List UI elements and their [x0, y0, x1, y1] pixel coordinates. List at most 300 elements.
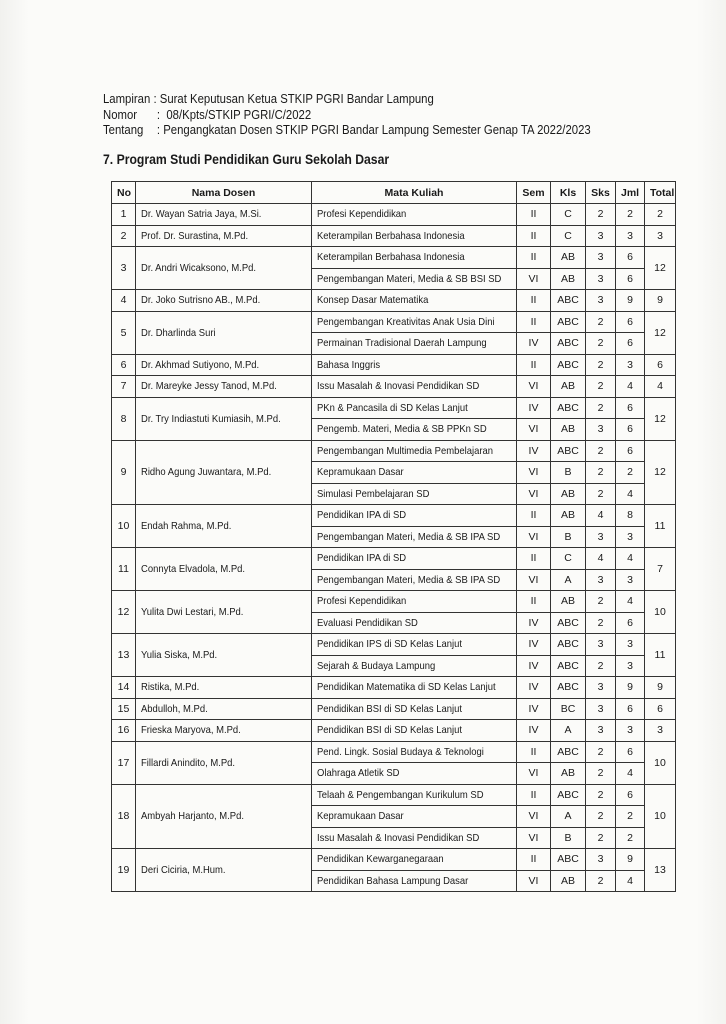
semester-cell-text: II	[530, 315, 537, 328]
class-cell-text: BC	[560, 702, 576, 715]
total-cell-text: 9	[657, 294, 663, 307]
course-name-cell-text: Permainan Tradisional Daerah Lampung	[317, 337, 487, 350]
lecturer-name-cell-text: Deri Ciciria, M.Hum.	[141, 864, 226, 876]
course-name-cell	[312, 311, 517, 333]
total-cell-text: 12	[654, 262, 666, 274]
jml-cell	[616, 419, 645, 441]
semester-cell	[517, 784, 551, 806]
class-cell	[551, 763, 586, 785]
semester-cell	[517, 397, 551, 419]
lecturer-schedule-table	[111, 181, 676, 892]
sks-cell-text: 3	[597, 229, 604, 242]
semester-cell	[517, 548, 551, 570]
sks-cell-text: 3	[597, 681, 604, 694]
semester-cell	[517, 655, 551, 677]
row-number-cell-text: 12	[117, 606, 130, 618]
sks-cell-text: 2	[597, 380, 604, 393]
total-cell-text: 11	[654, 520, 666, 532]
table-row	[112, 397, 676, 419]
course-name-cell	[312, 526, 517, 548]
course-name-cell-text: Kepramukaan Dasar	[317, 466, 404, 479]
table-row	[112, 311, 676, 333]
jml-cell	[616, 548, 645, 570]
jml-cell-text: 6	[627, 788, 633, 801]
class-cell-text: A	[564, 573, 572, 586]
lecturer-name-cell	[136, 634, 312, 677]
class-cell-text: AB	[560, 487, 575, 500]
jml-cell-text: 3	[627, 659, 633, 672]
class-cell	[551, 311, 586, 333]
tentang-row	[103, 122, 591, 138]
class-cell-text: C	[564, 552, 572, 565]
semester-cell-text: VI	[528, 423, 539, 436]
total-cell	[645, 505, 676, 548]
sks-cell	[586, 247, 616, 269]
lecturer-name-cell	[136, 247, 312, 290]
lecturer-name-cell	[136, 290, 312, 312]
sks-cell	[586, 204, 616, 226]
jml-cell	[616, 462, 645, 484]
semester-cell-text: II	[530, 509, 537, 522]
lecturer-name-cell-text: Dr. Andri Wicaksono, M.Pd.	[141, 262, 257, 274]
semester-cell-text: II	[530, 745, 537, 758]
row-number-cell	[112, 784, 136, 849]
semester-cell	[517, 741, 551, 763]
course-name-cell-text: Pengembangan Kreativitas Anak Usia Dini	[317, 315, 495, 328]
class-cell-text: ABC	[557, 788, 579, 801]
semester-cell-text: VI	[528, 466, 539, 479]
course-name-cell-text: Pendidikan IPA di SD	[317, 552, 407, 565]
jml-cell-text: 6	[627, 616, 633, 629]
lecturer-name-cell-text: Yulia Siska, M.Pd.	[141, 649, 218, 661]
sks-cell-text: 3	[597, 530, 604, 543]
semester-cell-text: VI	[528, 272, 539, 285]
lampiran-label: Lampiran	[103, 91, 151, 106]
jml-cell-text: 4	[627, 595, 633, 608]
column-header-kls: Kls	[551, 182, 586, 204]
lecturer-name-cell	[136, 204, 312, 226]
semester-cell	[517, 462, 551, 484]
row-number-cell-text: 19	[117, 864, 130, 876]
class-cell-text: AB	[560, 767, 575, 780]
total-cell-text: 12	[654, 466, 666, 479]
row-number-cell	[112, 290, 136, 312]
course-name-cell	[312, 548, 517, 570]
class-cell-text: ABC	[557, 681, 579, 694]
sks-cell-text: 3	[597, 638, 604, 651]
class-cell-text: ABC	[557, 745, 579, 758]
lecturer-name-cell	[136, 311, 312, 354]
jml-cell-text: 6	[627, 401, 633, 414]
total-cell	[645, 440, 676, 505]
lecturer-name-cell-text: Frieska Maryova, M.Pd.	[141, 724, 241, 737]
sks-cell-text: 4	[597, 552, 604, 565]
semester-cell-text: IV	[528, 638, 539, 651]
jml-cell	[616, 354, 645, 376]
semester-cell	[517, 763, 551, 785]
course-name-cell-text: Pend. Lingk. Sosial Budaya & Teknologi	[317, 745, 484, 758]
lecturer-name-cell-text: Dr. Dharlinda Suri	[141, 326, 216, 339]
course-name-cell	[312, 763, 517, 785]
row-number-cell-text: 14	[117, 681, 130, 694]
jml-cell	[616, 526, 645, 548]
class-cell	[551, 849, 586, 871]
jml-cell	[616, 806, 645, 828]
total-cell	[645, 741, 676, 784]
semester-cell	[517, 483, 551, 505]
row-number-cell-text: 17	[117, 756, 130, 769]
total-cell	[645, 225, 676, 247]
course-name-cell	[312, 720, 517, 742]
tentang-label: Tentang	[103, 122, 144, 137]
semester-cell-text: II	[530, 788, 537, 801]
jml-cell-text: 9	[627, 681, 633, 694]
semester-cell-text: II	[530, 208, 537, 221]
class-cell	[551, 290, 586, 312]
semester-cell	[517, 677, 551, 699]
sks-cell	[586, 397, 616, 419]
jml-cell-text: 9	[627, 294, 633, 307]
lecturer-name-cell-text: Connyta Elvadola, M.Pd.	[141, 563, 246, 575]
jml-cell-text: 6	[627, 702, 633, 715]
course-name-cell	[312, 440, 517, 462]
class-cell	[551, 698, 586, 720]
sks-cell	[586, 698, 616, 720]
class-cell-text: C	[564, 229, 572, 242]
class-cell	[551, 354, 586, 376]
sks-cell	[586, 870, 616, 892]
course-name-cell-text: Profesi Kependidikan	[317, 208, 407, 221]
total-cell-text: 10	[654, 756, 666, 769]
sks-cell	[586, 569, 616, 591]
jml-cell-text: 6	[627, 745, 633, 758]
column-header-total: Total	[645, 182, 676, 204]
semester-cell	[517, 204, 551, 226]
total-cell-text: 9	[657, 681, 663, 694]
row-number-cell	[112, 591, 136, 634]
jml-cell-text: 3	[627, 530, 633, 543]
sks-cell-text: 3	[597, 294, 604, 307]
jml-cell	[616, 397, 645, 419]
jml-cell-text: 4	[627, 380, 633, 393]
semester-cell-text: VI	[528, 767, 539, 780]
class-cell	[551, 526, 586, 548]
class-cell	[551, 827, 586, 849]
jml-cell-text: 4	[627, 767, 633, 780]
sks-cell	[586, 827, 616, 849]
row-number-cell	[112, 505, 136, 548]
jml-cell	[616, 698, 645, 720]
course-name-cell	[312, 677, 517, 699]
total-cell	[645, 591, 676, 634]
lecturer-name-cell	[136, 354, 312, 376]
total-cell	[645, 376, 676, 398]
lecturer-name-cell	[136, 849, 312, 892]
column-header-nama-dosen: Nama Dosen	[136, 182, 312, 204]
row-number-cell	[112, 397, 136, 440]
course-name-cell-text: Keterampilan Berbahasa Indonesia	[317, 229, 465, 242]
class-cell	[551, 419, 586, 441]
sks-cell	[586, 849, 616, 871]
jml-cell-text: 6	[627, 272, 633, 285]
course-name-cell	[312, 268, 517, 290]
jml-cell	[616, 440, 645, 462]
jml-cell-text: 2	[627, 208, 633, 221]
jml-cell-text: 2	[627, 831, 633, 844]
total-cell	[645, 698, 676, 720]
row-number-cell	[112, 634, 136, 677]
sks-cell-text: 2	[597, 659, 604, 672]
jml-cell	[616, 655, 645, 677]
jml-cell-text: 4	[627, 874, 633, 887]
lecturer-name-cell	[136, 720, 312, 742]
total-cell	[645, 204, 676, 226]
semester-cell-text: VI	[528, 487, 539, 500]
jml-cell	[616, 677, 645, 699]
row-number-cell-text: 7	[120, 380, 127, 393]
jml-cell-text: 9	[627, 853, 633, 866]
semester-cell-text: II	[530, 229, 537, 242]
total-cell-text: 12	[654, 412, 666, 425]
jml-cell-text: 8	[627, 509, 633, 522]
semester-cell-text: IV	[528, 702, 539, 715]
table-row	[112, 784, 676, 806]
jml-cell	[616, 333, 645, 355]
semester-cell-text: VI	[528, 573, 539, 586]
class-cell-text: A	[564, 724, 572, 737]
course-name-cell-text: Pengembangan Materi, Media & SB IPA SD	[317, 530, 501, 543]
semester-cell-text: VI	[528, 380, 539, 393]
course-name-cell	[312, 397, 517, 419]
row-number-cell-text: 8	[120, 412, 127, 425]
course-name-cell-text: Pengembangan Materi, Media & SB IPA SD	[317, 573, 501, 586]
lecturer-name-cell	[136, 225, 312, 247]
semester-cell	[517, 526, 551, 548]
course-name-cell-text: Pendidikan BSI di SD Kelas Lanjut	[317, 724, 462, 737]
lecturer-name-cell	[136, 677, 312, 699]
lecturer-name-cell	[136, 784, 312, 849]
class-cell	[551, 655, 586, 677]
jml-cell	[616, 569, 645, 591]
row-number-cell	[112, 204, 136, 226]
table-row	[112, 591, 676, 613]
class-cell	[551, 806, 586, 828]
semester-cell	[517, 376, 551, 398]
column-header-mata-kuliah: Mata Kuliah	[312, 182, 517, 204]
semester-cell	[517, 225, 551, 247]
semester-cell-text: II	[530, 552, 537, 565]
class-cell-text: AB	[560, 272, 575, 285]
column-header-jml: Jml	[616, 182, 645, 204]
semester-cell-text: II	[530, 853, 537, 866]
lampiran-row	[103, 91, 591, 107]
course-name-cell-text: Evaluasi Pendidikan SD	[317, 616, 418, 629]
total-cell	[645, 720, 676, 742]
table-row	[112, 720, 676, 742]
course-name-cell	[312, 225, 517, 247]
table-row	[112, 440, 676, 462]
total-cell	[645, 784, 676, 849]
jml-cell	[616, 741, 645, 763]
class-cell	[551, 376, 586, 398]
row-number-cell-text: 9	[120, 466, 127, 479]
semester-cell-text: IV	[528, 681, 539, 694]
total-cell	[645, 354, 676, 376]
column-header-no: No	[112, 182, 136, 204]
course-name-cell	[312, 204, 517, 226]
table-row	[112, 741, 676, 763]
sks-cell-text: 2	[597, 767, 604, 780]
jml-cell	[616, 483, 645, 505]
class-cell-text: ABC	[557, 337, 579, 350]
course-name-cell	[312, 419, 517, 441]
semester-cell	[517, 419, 551, 441]
jml-cell-text: 2	[627, 466, 633, 479]
class-cell-text: ABC	[557, 315, 579, 328]
jml-cell-text: 3	[627, 358, 633, 371]
sks-cell	[586, 225, 616, 247]
course-name-cell	[312, 290, 517, 312]
row-number-cell	[112, 548, 136, 591]
semester-cell-text: IV	[528, 659, 539, 672]
class-cell-text: AB	[560, 251, 575, 264]
jml-cell-text: 4	[627, 552, 633, 565]
semester-cell	[517, 827, 551, 849]
row-number-cell	[112, 247, 136, 290]
lecturer-name-cell-text: Yulita Dwi Lestari, M.Pd.	[141, 606, 244, 618]
class-cell	[551, 741, 586, 763]
jml-cell-text: 6	[627, 337, 633, 350]
semester-cell-text: IV	[528, 401, 539, 414]
sks-cell-text: 4	[597, 509, 604, 522]
course-name-cell	[312, 569, 517, 591]
class-cell-text: ABC	[557, 358, 579, 371]
course-name-cell-text: Konsep Dasar Matematika	[317, 294, 429, 307]
total-cell	[645, 311, 676, 354]
class-cell-text: A	[564, 810, 572, 823]
jml-cell	[616, 505, 645, 527]
table-body	[112, 204, 676, 892]
nomor-value: 08/Kpts/STKIP PGRI/C/2022	[166, 106, 312, 122]
sks-cell	[586, 290, 616, 312]
nomor-row	[103, 107, 591, 123]
class-cell	[551, 634, 586, 656]
row-number-cell-text: 6	[120, 358, 127, 371]
jml-cell	[616, 311, 645, 333]
class-cell-text: B	[564, 530, 572, 543]
class-cell	[551, 612, 586, 634]
table-row	[112, 290, 676, 312]
column-header-sks: Sks	[586, 182, 616, 204]
class-cell-text: B	[564, 831, 572, 844]
table-row	[112, 548, 676, 570]
class-cell-text: B	[564, 466, 572, 479]
semester-cell	[517, 870, 551, 892]
sks-cell-text: 3	[597, 702, 604, 715]
course-name-cell	[312, 634, 517, 656]
lecturer-name-cell	[136, 397, 312, 440]
semester-cell-text: VI	[528, 874, 539, 887]
semester-cell-text: IV	[528, 444, 539, 457]
sks-cell	[586, 483, 616, 505]
sks-cell-text: 3	[597, 724, 604, 737]
table-row	[112, 204, 676, 226]
separator: :	[156, 106, 161, 122]
jml-cell	[616, 247, 645, 269]
class-cell-text: AB	[560, 380, 575, 393]
jml-cell-text: 6	[627, 444, 633, 457]
jml-cell	[616, 827, 645, 849]
class-cell-text: ABC	[557, 853, 579, 866]
class-cell	[551, 268, 586, 290]
row-number-cell-text: 10	[117, 520, 130, 532]
class-cell-text: AB	[560, 874, 575, 887]
lecturer-name-cell	[136, 591, 312, 634]
semester-cell	[517, 698, 551, 720]
lecturer-name-cell	[136, 548, 312, 591]
class-cell-text: ABC	[557, 659, 579, 672]
class-cell	[551, 720, 586, 742]
jml-cell	[616, 225, 645, 247]
sks-cell	[586, 311, 616, 333]
lecturer-name-cell-text: Dr. Joko Sutrisno AB., M.Pd.	[141, 294, 261, 307]
table-row	[112, 225, 676, 247]
jml-cell	[616, 763, 645, 785]
row-number-cell-text: 1	[120, 208, 127, 221]
sks-cell-text: 3	[597, 251, 604, 264]
total-cell	[645, 677, 676, 699]
semester-cell-text: IV	[528, 616, 539, 629]
total-cell	[645, 397, 676, 440]
semester-cell-text: II	[530, 294, 537, 307]
row-number-cell	[112, 354, 136, 376]
jml-cell	[616, 204, 645, 226]
class-cell	[551, 204, 586, 226]
sks-cell	[586, 548, 616, 570]
nomor-label: Nomor	[103, 106, 138, 122]
jml-cell	[616, 268, 645, 290]
semester-cell	[517, 806, 551, 828]
course-name-cell-text: Olahraga Atletik SD	[317, 767, 400, 780]
lecturer-name-cell	[136, 698, 312, 720]
course-name-cell	[312, 462, 517, 484]
sks-cell-text: 3	[597, 272, 604, 285]
course-name-cell	[312, 591, 517, 613]
course-name-cell-text: Kepramukaan Dasar	[317, 810, 404, 823]
lecturer-name-cell-text: Dr. Try Indiastuti Kumiasih, M.Pd.	[141, 412, 281, 425]
jml-cell-text: 3	[627, 573, 633, 586]
semester-cell-text: II	[530, 595, 537, 608]
semester-cell-text: VI	[528, 831, 539, 844]
sks-cell-text: 2	[597, 745, 604, 758]
total-cell-text: 2	[657, 208, 663, 221]
semester-cell-text: IV	[528, 337, 539, 350]
class-cell-text: ABC	[557, 294, 579, 307]
course-name-cell	[312, 827, 517, 849]
course-name-cell-text: Pengembangan Multimedia Pembelajaran	[317, 444, 493, 457]
class-cell	[551, 591, 586, 613]
semester-cell	[517, 505, 551, 527]
row-number-cell	[112, 698, 136, 720]
semester-cell	[517, 247, 551, 269]
class-cell-text: ABC	[557, 444, 579, 457]
jml-cell	[616, 870, 645, 892]
class-cell	[551, 225, 586, 247]
row-number-cell-text: 4	[120, 294, 127, 307]
tentang-value: Pengangkatan Dosen STKIP PGRI Bandar Lampung Semester Genap TA 2022/2023	[163, 122, 591, 137]
section-title: 7. Program Studi Pendidikan Guru Sekolah Dasar	[103, 152, 390, 168]
class-cell	[551, 505, 586, 527]
